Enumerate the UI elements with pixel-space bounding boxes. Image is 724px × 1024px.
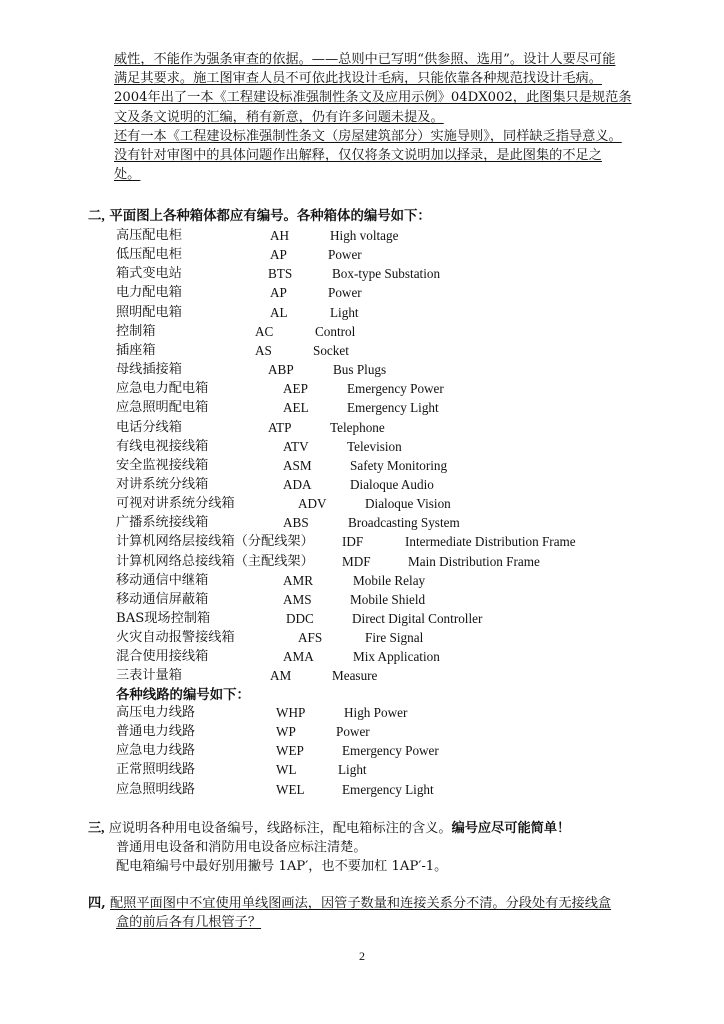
box-code: AP — [270, 285, 287, 301]
section3 — [88, 818, 570, 876]
box-name-cn: 计算机网络层接线箱（分配线架） — [116, 534, 314, 550]
intro-line: 满足其要求。施工图审查人员不可依此找设计毛病，只能依靠各种规范找设计毛病。 — [114, 71, 602, 87]
section3-line3: 配电箱编号中最好别用撇号 1AP′，也不要加杠 1AP′-1。 — [116, 859, 448, 874]
section3-number: 三, — [88, 820, 105, 835]
section3-text: 应说明各种用电设备编号，线路标注，配电箱标注的含义。 — [108, 821, 452, 836]
section3-line2: 普通用电设备和消防用电设备应标注清楚。 — [116, 840, 367, 855]
box-code: AEP — [283, 381, 308, 397]
box-name-en: Control — [315, 323, 356, 339]
box-row — [0, 628, 724, 647]
box-code: ABP — [268, 362, 294, 378]
intro-line: 没有针对审图中的具体问题作出解释，仅仅将条文说明加以择录，是此图集的不足之 — [114, 148, 602, 164]
box-name-en: Power — [328, 285, 362, 301]
box-code: AEL — [283, 400, 309, 416]
line-name-en: Emergency Light — [342, 781, 434, 797]
box-name-cn: 火灾自动报警接线箱 — [116, 630, 235, 646]
box-name-cn: 高压配电柜 — [116, 228, 182, 243]
section2-number: 二, — [88, 208, 105, 223]
intro-line: 处。 — [114, 167, 141, 183]
box-name-en: Socket — [313, 342, 349, 358]
lines-heading: 各种线路的编号如下： — [116, 687, 250, 703]
box-code: BTS — [268, 266, 293, 282]
box-row — [0, 552, 724, 571]
line-code: WEP — [276, 743, 304, 759]
section3-line1 — [88, 818, 570, 838]
line-name-en: High Power — [344, 705, 408, 720]
box-name-en: Broadcasting System — [348, 515, 460, 531]
box-name-cn: 计算机网络总接线箱（主配线架） — [116, 553, 314, 569]
intro-line: 还有一本《工程建设标准强制性条文（房屋建筑部分）实施导则》，同样缺乏指导意义。 — [114, 128, 622, 144]
section4-text-cont: 盒的前后各有几根管子？ — [116, 915, 262, 930]
box-name-cn: 广播系统接线箱 — [116, 515, 209, 531]
box-code: AC — [255, 323, 274, 339]
box-name-en: Intermediate Distribution Frame — [405, 534, 576, 550]
line-code: WL — [276, 762, 297, 778]
box-name-en: Emergency Power — [347, 381, 444, 397]
section4-text: 配照平面图中不宜使用单线图画法，因管子数量和连接关系分不清。分段处有无接线盒 — [109, 896, 612, 911]
box-row — [0, 264, 724, 283]
box-name-cn: 箱式变电站 — [116, 266, 182, 282]
section2-heading — [88, 205, 431, 224]
box-row — [0, 494, 724, 513]
box-row — [0, 379, 724, 398]
box-row — [0, 418, 724, 437]
intro-line: 2004年出了一本《工程建设标准强制性条文及应用示例》04DX002，此图集只是规范条 — [114, 90, 632, 106]
box-code: DDC — [286, 611, 314, 626]
line-name-cn: 普通电力线路 — [116, 724, 196, 740]
box-row — [0, 283, 724, 302]
section3-bold-text: 编号应尽可能简单！ — [451, 821, 571, 836]
section4-line1 — [88, 894, 611, 913]
box-name-cn: 应急照明配电箱 — [116, 400, 209, 416]
box-name-en: Measure — [332, 668, 378, 684]
box-code: ADV — [298, 496, 327, 512]
box-name-en: Dialoque Audio — [350, 476, 434, 492]
box-code: ABS — [283, 515, 309, 531]
box-code: ATP — [268, 419, 292, 435]
box-name-cn: 移动通信中继箱 — [116, 572, 209, 588]
intro-paragraph — [114, 50, 674, 184]
box-row — [0, 513, 724, 532]
box-name-en: Fire Signal — [365, 630, 424, 646]
box-name-en: Mobile Relay — [353, 572, 426, 588]
box-name-en: Dialoque Vision — [365, 496, 451, 512]
box-name-cn: 应急电力配电箱 — [116, 381, 209, 397]
box-name-en: Emergency Light — [347, 400, 439, 416]
box-row — [0, 647, 724, 666]
box-code: AS — [255, 342, 272, 358]
box-row — [0, 322, 724, 341]
box-code: ASM — [283, 457, 312, 473]
box-name-en: Mix Application — [353, 649, 440, 665]
box-name-en: Safety Monitoring — [350, 457, 448, 473]
box-row — [0, 245, 724, 264]
box-code: IDF — [342, 534, 364, 550]
box-name-en: Light — [330, 304, 359, 320]
box-name-cn: 控制箱 — [116, 323, 156, 339]
box-code: AM — [270, 668, 292, 684]
box-code: AL — [270, 304, 288, 320]
box-name-cn: BAS现场控制箱 — [116, 611, 211, 626]
box-code: AP — [270, 247, 287, 263]
box-code: AFS — [298, 630, 323, 646]
box-code: AH — [270, 228, 290, 243]
line-row — [0, 703, 724, 722]
box-row — [0, 571, 724, 590]
box-code: MDF — [342, 553, 371, 569]
line-row — [0, 780, 724, 799]
box-name-en: Power — [328, 247, 362, 263]
box-code: AMR — [283, 572, 314, 588]
box-row — [0, 360, 724, 379]
box-name-cn: 对讲系统分线箱 — [116, 476, 209, 492]
line-name-en: Emergency Power — [342, 743, 439, 759]
box-name-en: Bus Plugs — [333, 362, 387, 378]
intro-line: 威性，不能作为强条审查的依据。——总则中已写明“供参照、选用”。设计人要尽可能 — [114, 52, 616, 67]
box-row — [0, 609, 724, 628]
page-number: 2 — [359, 949, 365, 963]
section4-line2 — [88, 913, 611, 932]
box-name-en: High voltage — [330, 228, 399, 243]
line-name-cn: 应急电力线路 — [116, 743, 196, 759]
line-row — [0, 741, 724, 760]
line-code: WP — [276, 724, 296, 740]
section2-title: 平面图上各种箱体都应有编号。各种箱体的编号如下： — [109, 208, 431, 224]
box-name-en: Mobile Shield — [350, 591, 426, 607]
box-row — [0, 303, 724, 322]
box-row — [0, 532, 724, 551]
box-name-cn: 电话分线箱 — [116, 419, 182, 435]
box-name-cn: 移动通信屏蔽箱 — [116, 591, 209, 607]
box-row — [0, 437, 724, 456]
box-name-cn: 混合使用接线箱 — [116, 649, 209, 665]
line-name-cn: 应急照明线路 — [116, 781, 196, 797]
box-name-en: Box-type Substation — [332, 266, 441, 282]
box-name-cn: 可视对讲系统分线箱 — [116, 496, 235, 512]
box-code: AMA — [283, 649, 314, 665]
box-row — [0, 341, 724, 360]
line-name-cn: 正常照明线路 — [116, 762, 196, 778]
box-code: ATV — [283, 438, 309, 454]
box-name-cn: 照明配电箱 — [116, 304, 182, 320]
line-code: WEL — [276, 781, 305, 797]
line-code: WHP — [276, 705, 306, 720]
section4 — [88, 894, 611, 932]
box-code: ADA — [283, 476, 312, 492]
box-name-en: Telephone — [330, 419, 385, 435]
box-name-cn: 安全监视接线箱 — [116, 457, 209, 473]
box-row — [0, 456, 724, 475]
line-row — [0, 760, 724, 779]
line-name-en: Power — [336, 724, 370, 740]
box-code: AMS — [283, 591, 312, 607]
line-row — [0, 722, 724, 741]
box-row — [0, 226, 724, 245]
box-name-en: Main Distribution Frame — [408, 553, 540, 569]
line-name-en: Light — [338, 762, 367, 778]
box-name-cn: 三表计量箱 — [116, 668, 182, 684]
intro-line: 文及条文说明的汇编，稍有新意，仍有许多问题未提及。 — [114, 109, 444, 125]
box-row — [0, 475, 724, 494]
box-name-cn: 有线电视接线箱 — [116, 438, 209, 454]
box-row — [0, 590, 724, 609]
box-name-cn: 插座箱 — [116, 342, 156, 358]
box-name-cn: 母线插接箱 — [116, 362, 182, 378]
box-name-en: Direct Digital Controller — [352, 611, 483, 626]
section4-number: 四, — [88, 896, 106, 911]
box-row — [0, 666, 724, 685]
box-row — [0, 398, 724, 417]
box-name-en: Television — [347, 438, 402, 454]
box-name-cn: 低压配电柜 — [116, 247, 182, 263]
box-name-cn: 电力配电箱 — [116, 285, 182, 301]
line-name-cn: 高压电力线路 — [116, 705, 196, 720]
